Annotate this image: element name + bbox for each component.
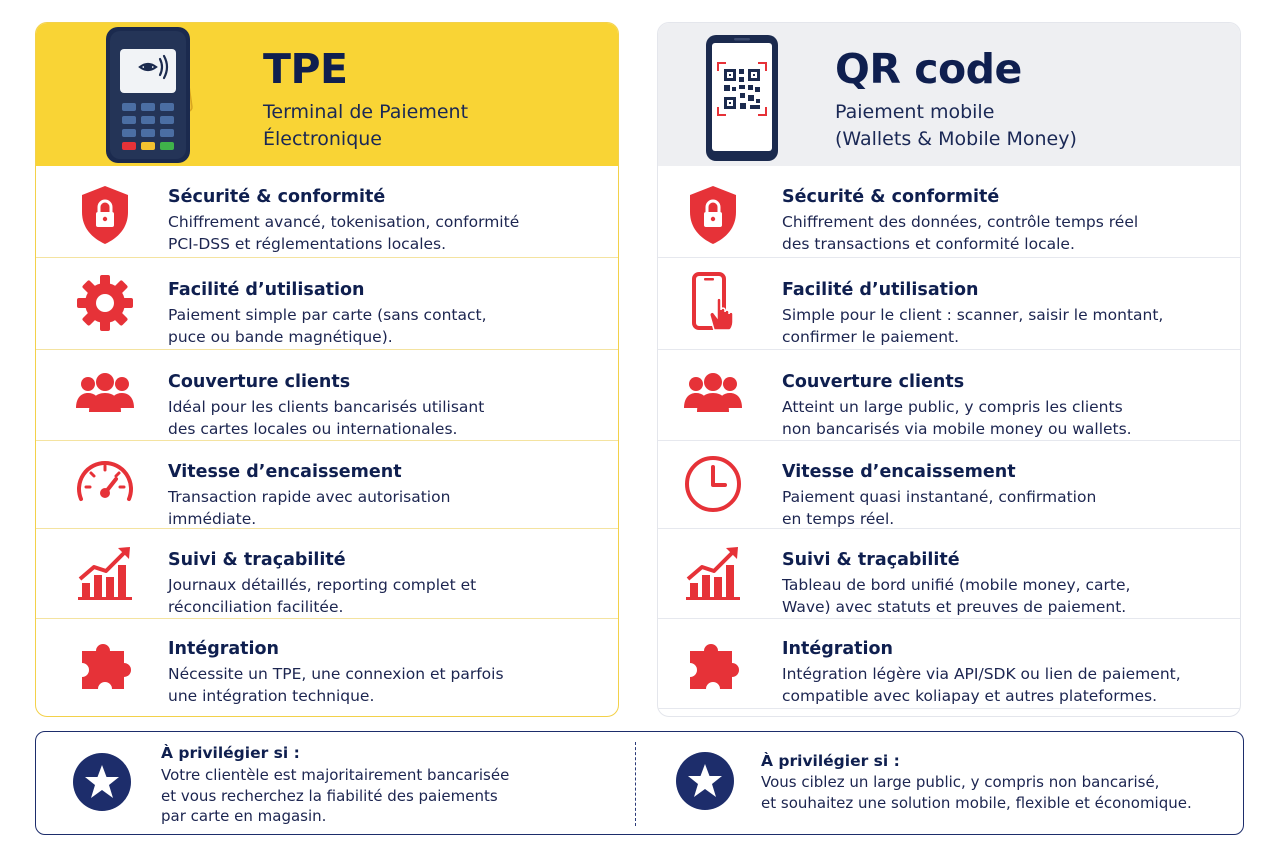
feature-description: Paiement quasi instantané, confirmation en temps réel. <box>782 488 1097 528</box>
feature-title: Couverture clients <box>782 372 965 392</box>
qr-row-security <box>658 166 1240 258</box>
feature-description: Atteint un large public, y compris les clients non bancarisés via mobile money ou wallets. <box>782 398 1132 438</box>
feature-title: Intégration <box>168 639 280 659</box>
tpe-row-speed <box>36 441 618 529</box>
qr-subtitle-line2: (Wallets & Mobile Money) <box>835 128 1077 150</box>
star-icon <box>73 753 131 811</box>
qr-subtitle <box>835 99 1077 153</box>
divider <box>635 742 636 826</box>
growth-chart-icon <box>74 541 136 603</box>
tpe-row-coverage <box>36 350 618 441</box>
tpe-subtitle <box>263 99 468 153</box>
growth-chart-icon <box>682 541 744 603</box>
puzzle-icon <box>74 633 136 695</box>
qr-row-coverage <box>658 350 1240 441</box>
tpe-feature-list <box>36 166 618 709</box>
feature-description: Intégration légère via API/SDK ou lien de paiement, compatible avec koliapay et autres plateformes. <box>782 665 1181 705</box>
qr-header <box>658 23 1240 166</box>
qr-subtitle-line1: Paiement mobile <box>835 101 995 123</box>
feature-title: Suivi & traçabilité <box>168 550 346 570</box>
feature-description: Chiffrement avancé, tokenisation, conformité PCI-DSS et réglementations locales. <box>168 213 520 253</box>
qr-recommendation-title: À privilégier si : <box>761 752 900 770</box>
feature-description: Paiement simple par carte (sans contact, puce ou bande magnétique). <box>168 306 487 346</box>
users-icon <box>74 364 136 426</box>
tpe-header <box>36 23 618 166</box>
feature-description: Journaux détaillés, reporting complet et réconciliation facilitée. <box>168 576 477 616</box>
qr-row-speed <box>658 441 1240 529</box>
tpe-row-tracking <box>36 529 618 619</box>
tpe-row-integration <box>36 619 618 709</box>
phone-tap-icon <box>682 272 744 334</box>
tpe-title: TPE <box>263 45 348 93</box>
qr-column <box>657 22 1241 717</box>
qr-feature-list <box>658 166 1240 709</box>
speedometer-icon <box>74 453 136 515</box>
feature-title: Suivi & traçabilité <box>782 550 960 570</box>
feature-title: Sécurité & conformité <box>168 187 386 207</box>
tpe-row-ease-of-use <box>36 258 618 350</box>
qr-row-integration <box>658 619 1240 709</box>
feature-title: Sécurité & conformité <box>782 187 1000 207</box>
tpe-column <box>35 22 619 717</box>
feature-title: Couverture clients <box>168 372 351 392</box>
gear-icon <box>74 272 136 334</box>
feature-title: Facilité d’utilisation <box>168 280 365 300</box>
phone-qr-icon <box>698 27 798 165</box>
clock-icon <box>682 453 744 515</box>
feature-title: Intégration <box>782 639 894 659</box>
qr-title: QR code <box>835 45 1022 93</box>
tpe-row-security <box>36 166 618 258</box>
shield-lock-icon <box>682 184 744 246</box>
star-icon <box>676 752 734 810</box>
tpe-recommendation-text: Votre clientèle est majoritairement bancarisée et vous recherchez la fiabilité des paiements par carte en magasin. <box>161 766 510 825</box>
feature-description: Tableau de bord unifié (mobile money, carte, Wave) avec statuts et preuves de paiement. <box>782 576 1131 616</box>
tpe-recommendation-title: À privilégier si : <box>161 744 300 762</box>
feature-title: Vitesse d’encaissement <box>782 462 1016 482</box>
feature-description: Transaction rapide avec autorisation immédiate. <box>168 488 451 528</box>
feature-title: Facilité d’utilisation <box>782 280 979 300</box>
feature-description: Idéal pour les clients bancarisés utilisant des cartes locales ou internationales. <box>168 398 485 438</box>
puzzle-icon <box>682 633 744 695</box>
feature-description: Simple pour le client : scanner, saisir le montant, confirmer le paiement. <box>782 306 1164 346</box>
card-terminal-icon <box>98 27 198 165</box>
qr-row-tracking <box>658 529 1240 619</box>
tpe-subtitle-line2: Électronique <box>263 128 383 150</box>
shield-lock-icon <box>74 184 136 246</box>
users-icon <box>682 364 744 426</box>
feature-description: Chiffrement des données, contrôle temps réel des transactions et conformité locale. <box>782 213 1139 253</box>
recommendation-panel <box>35 731 1244 835</box>
feature-description: Nécessite un TPE, une connexion et parfois une intégration technique. <box>168 665 504 705</box>
feature-title: Vitesse d’encaissement <box>168 462 402 482</box>
tpe-subtitle-line1: Terminal de Paiement <box>263 101 469 123</box>
qr-row-ease-of-use <box>658 258 1240 350</box>
qr-recommendation-text: Vous ciblez un large public, y compris non bancarisé, et souhaitez une solution mobile, flexible et économique. <box>761 773 1192 812</box>
